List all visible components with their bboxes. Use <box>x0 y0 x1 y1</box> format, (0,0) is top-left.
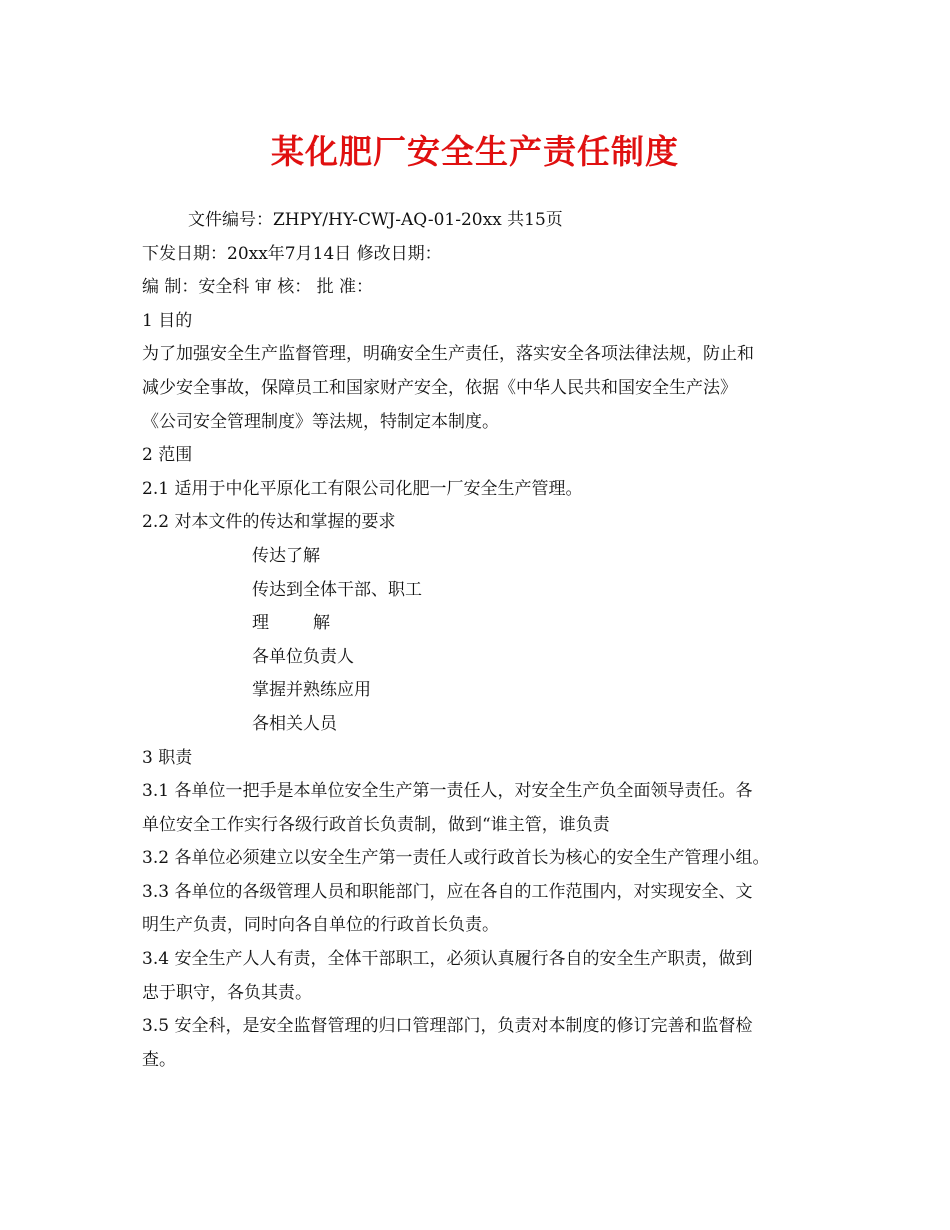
sub-item: 掌握并熟练应用 <box>252 680 371 701</box>
paragraph-line: 减少安全事故，保障员工和国家财产安全，依据《中华人民共和国安全生产法》 <box>142 377 737 398</box>
section-heading: 1 目的 <box>142 310 193 331</box>
section-heading: 3 职责 <box>142 747 193 768</box>
sub-item: 各单位负责人 <box>252 646 354 667</box>
paragraph-line: 3.2 各单位必须建立以安全生产第一责任人或行政首长为核心的安全生产管理小组。 <box>142 848 770 869</box>
sub-item-split <box>142 607 822 641</box>
paragraph-line: 《公司安全管理制度》等法规，特制定本制度。 <box>142 411 499 432</box>
doc-number: 文件编号：ZHPY/HY-CWJ-AQ-01-20xx 共15页 <box>188 210 563 230</box>
issue-date: 下发日期：20xx年7月14日 修改日期： <box>142 243 442 264</box>
paragraph-line: 单位安全工作实行各级行政首长负责制，做到“谁主管，谁负责 <box>142 814 610 835</box>
sub-item: 传达了解 <box>252 545 320 566</box>
paragraph-line: 3.5 安全科，是安全监督管理的归口管理部门，负责对本制度的修订完善和监督检 <box>142 1016 753 1037</box>
paragraph-line: 为了加强安全生产监督管理，明确安全生产责任，落实安全各项法律法规，防止和 <box>142 344 754 365</box>
paragraph-line: 明生产负责，同时向各自单位的行政首长负责。 <box>142 915 499 936</box>
sub-item: 各相关人员 <box>252 713 337 734</box>
section-heading: 2 范围 <box>142 445 193 466</box>
paragraph-line: 查。 <box>142 1049 176 1070</box>
sub-item: 传达到全体干部、职工 <box>252 579 422 600</box>
paragraph-line: 3.1 各单位一把手是本单位安全生产第一责任人，对安全生产负全面领导责任。各 <box>142 781 753 802</box>
document-body <box>142 204 822 1077</box>
document-title: 某化肥厂安全生产责任制度 <box>271 132 679 171</box>
paragraph-line: 2.1 适用于中化平原化工有限公司化肥一厂安全生产管理。 <box>142 478 583 499</box>
sub-item-part: 解 <box>313 613 330 634</box>
paragraph-line: 2.2 对本文件的传达和掌握的要求 <box>142 512 396 533</box>
approval-line: 编 制：安全科 审 核： 批 准： <box>142 277 374 298</box>
paragraph-line: 3.3 各单位的各级管理人员和职能部门，应在各自的工作范围内，对实现安全、文 <box>142 881 753 902</box>
paragraph-line: 忠于职守，各负其责。 <box>142 982 312 1003</box>
sub-item-part: 理 <box>252 613 269 634</box>
paragraph-line: 3.4 安全生产人人有责，全体干部职工，必须认真履行各自的安全生产职责，做到 <box>142 949 753 970</box>
